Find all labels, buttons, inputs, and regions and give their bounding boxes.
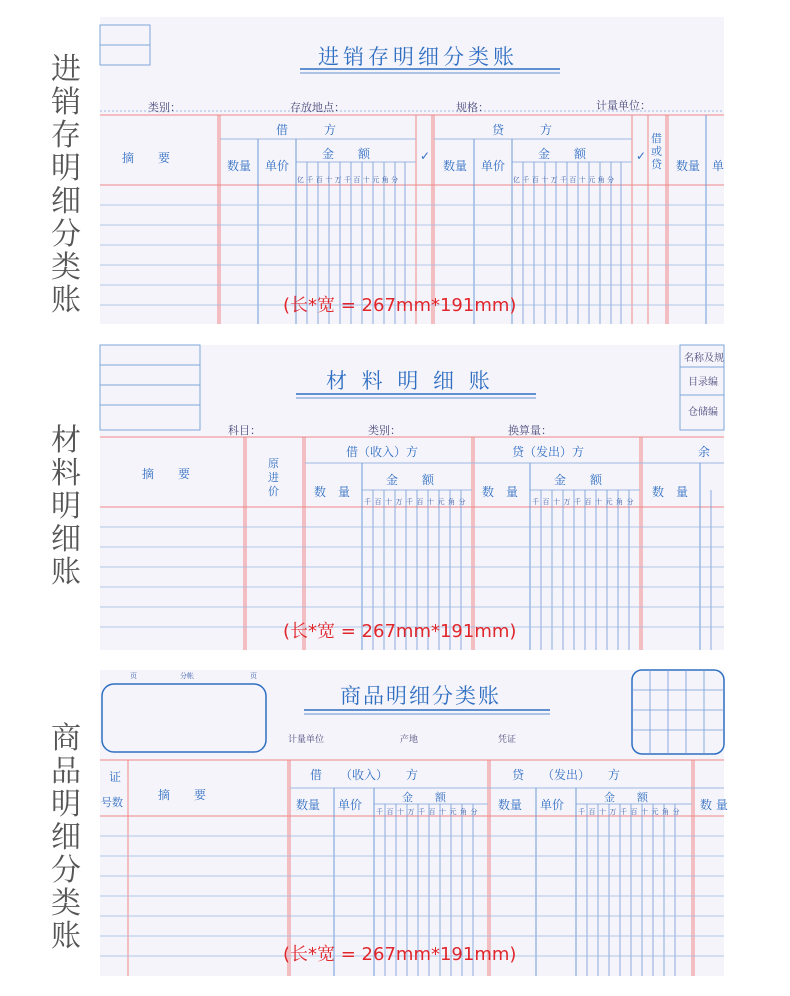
header-unit-price-credit: 单价 xyxy=(481,159,506,173)
header-quantity-balance: 数量 xyxy=(676,159,701,173)
header-debit-2: 借（收入）方 xyxy=(346,445,419,459)
header-credit-3: 贷 （发出） 方 xyxy=(512,768,621,782)
header-summary: 摘 要 xyxy=(122,151,171,165)
header-amount: 金 额 xyxy=(322,147,371,161)
digit-headers-credit-3: 千百十万千百十元角分 xyxy=(578,808,683,816)
side-label-2: 材 料 明 细 账 xyxy=(51,423,81,590)
field-unit: 计量单位： xyxy=(596,99,651,112)
digit-headers-credit: 亿千百十万千百十元角分 xyxy=(513,176,617,184)
header-quantity-credit-3: 数量 xyxy=(498,798,523,812)
header-unit-balance: 单 xyxy=(712,159,725,173)
field-category-2: 类别： xyxy=(368,424,401,437)
header-quantity-credit: 数量 xyxy=(443,159,468,173)
dimension-label-2: (长*宽 = 267mm*191mm) xyxy=(283,621,517,642)
header-dr-cr: 借或贷 xyxy=(651,132,662,171)
right-box-name: 名称及规 xyxy=(684,353,724,364)
header-amount-credit-2: 金 额 xyxy=(554,473,603,487)
right-box-catalog: 目录编 xyxy=(688,377,718,388)
top-strip-ledger: 分帐 xyxy=(180,672,194,680)
ledger-panel-2 xyxy=(100,345,724,650)
field-location: 存放地点： xyxy=(290,101,345,114)
header-summary-2: 摘 要 xyxy=(142,467,191,481)
ledger-panel-1 xyxy=(100,17,724,324)
field-origin: 产地 xyxy=(400,735,419,745)
ledger-title-1: 进销存明细分类账 xyxy=(318,45,518,69)
digit-headers-debit: 亿千百十万千百十元角分 xyxy=(297,176,401,184)
header-amount-3: 金 额 xyxy=(402,791,446,804)
header-debit-3: 借 （收入） 方 xyxy=(310,768,419,782)
ledger-grid-3 xyxy=(100,670,724,976)
header-quantity-credit-2: 数 量 xyxy=(482,485,519,499)
header-quantity-balance-3: 数 量 xyxy=(700,798,728,812)
field-vouchers: 凭证 xyxy=(498,735,517,745)
digit-headers-debit-3: 千百十万千百十元角分 xyxy=(376,808,481,816)
field-subject: 科目： xyxy=(228,424,261,437)
field-calc-unit: 换算量： xyxy=(508,424,552,437)
header-number: 号数 xyxy=(101,796,123,809)
digit-headers-credit-2: 千百十万千百十元角分 xyxy=(532,498,637,506)
right-box-warehouse: 仓储编 xyxy=(688,407,718,418)
header-quantity-3: 数量 xyxy=(296,798,321,812)
field-unit-3: 计量单位 xyxy=(288,735,325,745)
header-unit-price: 单价 xyxy=(265,159,290,173)
header-unit-price-credit-3: 单价 xyxy=(540,798,565,812)
header-quantity-2: 数 量 xyxy=(314,485,351,499)
header-debit: 借 方 xyxy=(276,123,337,137)
header-summary-3: 摘 要 xyxy=(158,788,207,802)
ledger-panel-3 xyxy=(100,670,728,976)
field-category: 类别： xyxy=(148,101,181,114)
header-voucher: 证 xyxy=(109,770,122,784)
dimension-label-3: (长*宽 = 267mm*191mm) xyxy=(283,944,517,965)
header-amount-credit-3: 金 额 xyxy=(604,791,648,804)
top-strip-page-2: 页 xyxy=(250,672,257,680)
ledger-title-3: 商品明细分类账 xyxy=(340,684,501,708)
header-quantity-balance-2: 数 量 xyxy=(652,485,689,499)
header-origin: 原进价 xyxy=(268,457,279,498)
header-quantity: 数量 xyxy=(227,159,252,173)
side-label-3: 商 品 明 细 分 类 账 xyxy=(51,721,81,954)
header-amount-2: 金 额 xyxy=(386,473,435,487)
ledger-title-2: 材 料 明 细 账 xyxy=(326,369,494,393)
header-credit-2: 贷（发出）方 xyxy=(512,445,585,459)
side-label-1: 进 销 存 明 细 分 类 账 xyxy=(51,52,81,318)
header-credit: 贷 方 xyxy=(492,123,553,137)
header-unit-price-3: 单价 xyxy=(338,798,363,812)
top-strip-page: 页 xyxy=(130,672,137,680)
dimension-label-1: (长*宽 = 267mm*191mm) xyxy=(283,295,517,316)
header-amount-credit: 金 额 xyxy=(538,147,587,161)
check-mark: ✓ xyxy=(420,149,431,163)
field-spec: 规格： xyxy=(456,101,489,114)
digit-headers-debit-2: 千百十万千百十元角分 xyxy=(364,498,469,506)
header-balance: 余 xyxy=(698,445,711,459)
check-mark-credit: ✓ xyxy=(636,149,647,163)
